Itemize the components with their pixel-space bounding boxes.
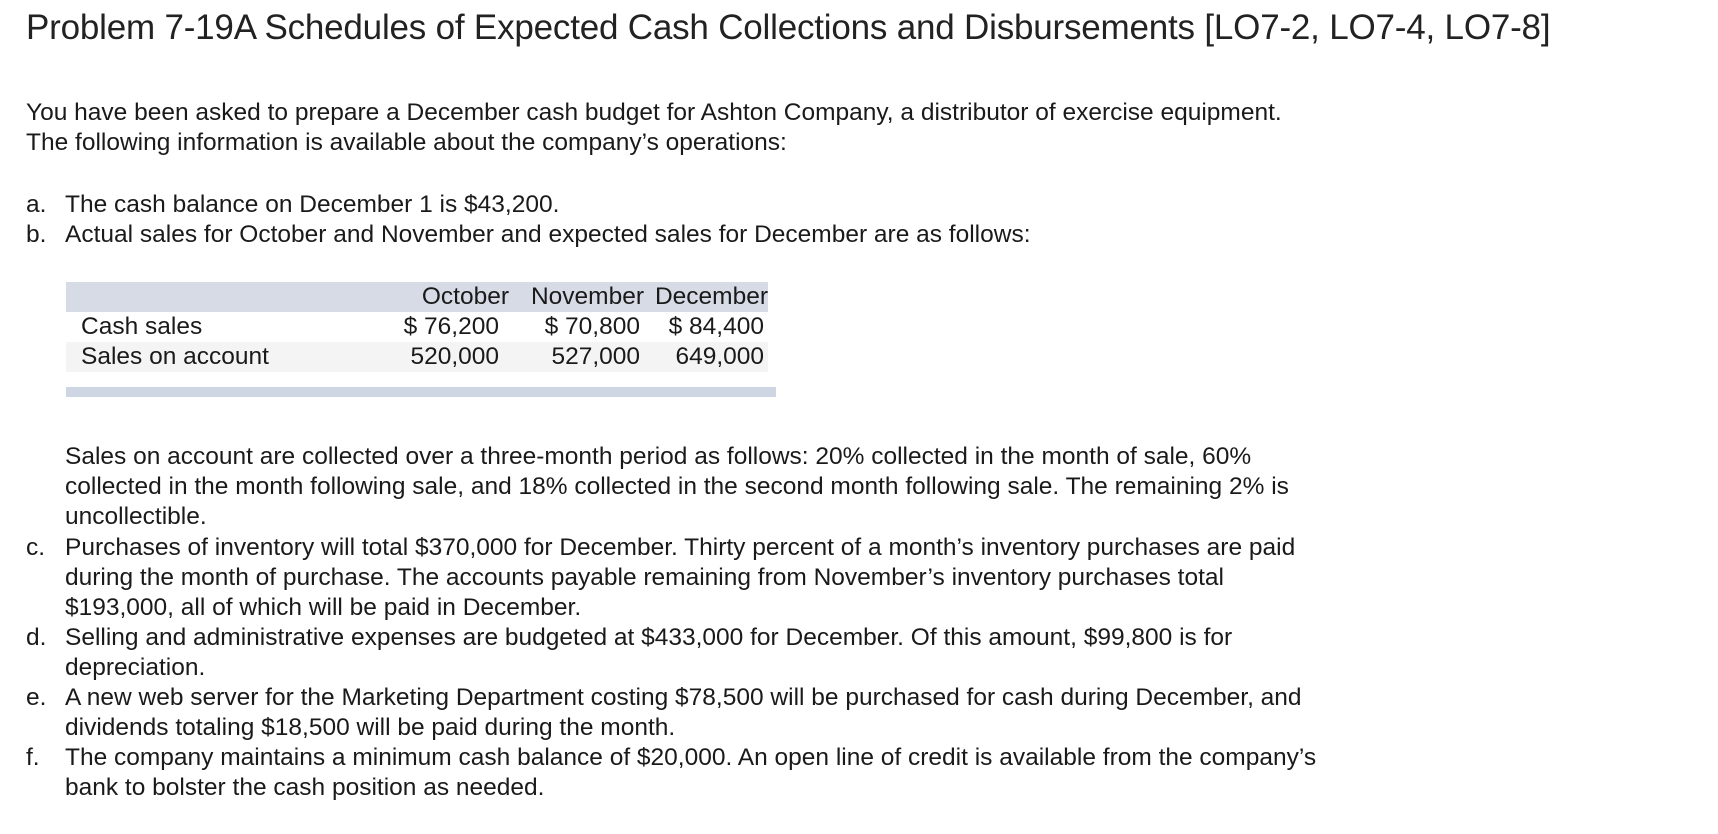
item-text: Selling and administrative expenses are budgeted at $433,000 for December. Of this amount, $99,800 is for depreciation. — [65, 624, 1233, 681]
cell-value: $ 76,200 — [403, 313, 499, 340]
row-label: Sales on account — [81, 343, 269, 370]
info-list-bottom — [26, 533, 1326, 803]
item-letter: b. — [26, 221, 47, 248]
table-row — [66, 342, 768, 372]
item-letter: a. — [26, 191, 47, 218]
problem-title: Problem 7-19A Schedules of Expected Cash Collections and Disbursements [LO7-2, LO7-4, LO7-8] — [26, 8, 1551, 47]
list-item — [26, 220, 1326, 250]
cell-value: 520,000 — [410, 343, 499, 370]
table-row — [66, 312, 768, 342]
item-text: A new web server for the Marketing Department costing $78,500 will be purchased for cash during December, and dividends totaling $18,500 will be paid during the month. — [65, 684, 1302, 741]
header-october: October — [421, 283, 509, 310]
row-label: Cash sales — [81, 313, 203, 340]
cell-value: 649,000 — [675, 343, 764, 370]
list-item — [26, 533, 1326, 623]
header-november: November — [530, 283, 644, 310]
item-letter: e. — [26, 684, 47, 711]
item-letter: c. — [26, 534, 46, 561]
header-december: December — [654, 283, 768, 310]
cell-value: $ 70,800 — [544, 313, 640, 340]
list-item — [26, 623, 1326, 683]
item-letter: d. — [26, 624, 47, 651]
item-text: Purchases of inventory will total $370,000 for December. Thirty percent of a month’s inventory purchases are paid during the month of purchase. The accounts payable remaining from November’s inventory purchases total $193,000, all of which will be paid in December. — [65, 534, 1296, 621]
info-list-top — [26, 190, 1326, 250]
item-text: Actual sales for October and November and expected sales for December are as follows: — [65, 221, 1031, 248]
collection-note: Sales on account are collected over a three-month period as follows: 20% collected in the month of sale, 60% collected in the month following sale, and 18% collected in the second month following sale. The remaining 2% is uncollectible. — [65, 443, 1289, 530]
table-header-row — [66, 282, 768, 312]
table-footer-bar — [66, 387, 776, 397]
intro-paragraph: You have been asked to prepare a December cash budget for Ashton Company, a distributor of exercise equipment. The following information is available about the company’s operations: — [26, 99, 1282, 156]
item-text: The cash balance on December 1 is $43,200. — [65, 191, 560, 218]
list-item — [26, 683, 1326, 743]
list-item — [26, 190, 1326, 220]
item-letter: f. — [26, 744, 40, 771]
item-text: The company maintains a minimum cash balance of $20,000. An open line of credit is available from the company’s bank to bolster the cash position as needed. — [65, 744, 1317, 801]
list-item — [26, 743, 1326, 803]
cell-value: 527,000 — [551, 343, 640, 370]
cell-value: $ 84,400 — [668, 313, 764, 340]
